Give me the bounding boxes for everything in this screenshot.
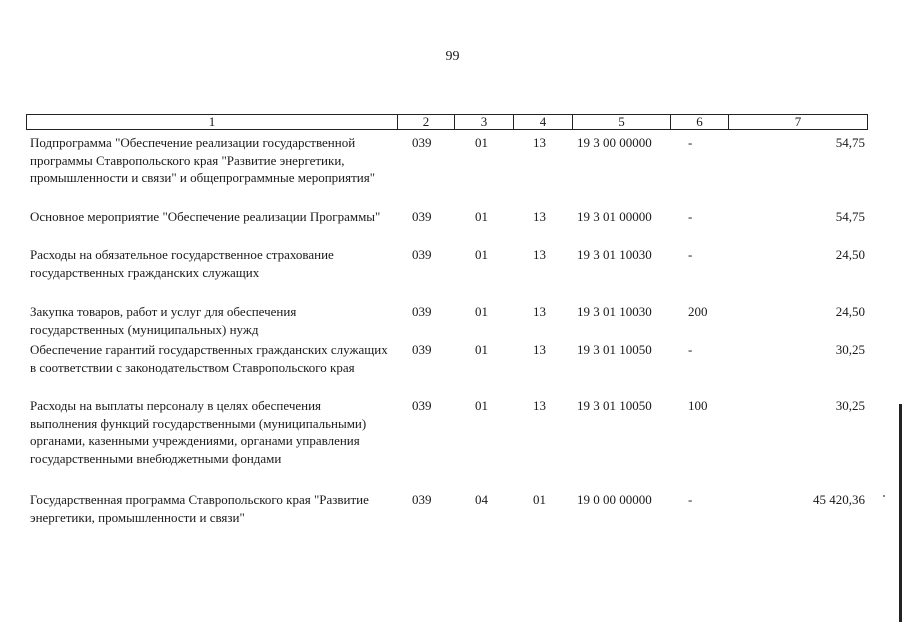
column-header-7: 7 — [794, 114, 802, 129]
row-col-5: 19 3 00 00000 — [577, 135, 652, 150]
row-amount: 45 420,36 — [813, 492, 865, 507]
row-col-6: - — [688, 342, 693, 357]
page-number: 99 — [445, 49, 460, 64]
row-description: Закупка товаров, работ и услуг для обеспечения государственных (муниципальных) нужд — [30, 304, 297, 337]
row-col-5: 19 3 01 00000 — [577, 209, 652, 224]
row-col-2: 039 — [412, 247, 432, 262]
row-col-6: 200 — [688, 304, 708, 319]
row-amount: 24,50 — [835, 304, 865, 319]
row-col-3: 01 — [475, 342, 488, 357]
row-col-2: 039 — [412, 135, 432, 150]
scan-edge-mark — [899, 404, 902, 622]
row-col-6: - — [688, 247, 693, 262]
row-amount: 54,75 — [835, 135, 865, 150]
row-col-4: 13 — [533, 209, 546, 224]
row-amount: 30,25 — [835, 342, 865, 357]
row-col-4: 13 — [533, 247, 546, 262]
row-col-3: 01 — [475, 135, 488, 150]
row-col-4: 13 — [533, 135, 546, 150]
row-col-3: 01 — [475, 304, 488, 319]
column-header-5: 5 — [573, 115, 671, 129]
row-description: Основное мероприятие "Обеспечение реализации Программы" — [30, 209, 381, 224]
row-col-5: 19 3 01 10030 — [577, 247, 652, 262]
row-description: Государственная программа Ставропольского края "Развитие энергетики, промышленности и связи" — [30, 492, 369, 525]
column-header-2: 2 — [398, 115, 455, 129]
row-description: Подпрограмма "Обеспечение реализации государственной программы Ставропольского края "Развитие энергетики, промышленности и связи" и общепрограммные мероприятия" — [30, 135, 376, 185]
row-col-2: 039 — [412, 209, 432, 224]
row-col-3: 01 — [475, 247, 488, 262]
row-col-5: 19 3 01 10030 — [577, 304, 652, 319]
row-col-2: 039 — [412, 342, 432, 357]
row-col-5: 19 3 01 10050 — [577, 342, 652, 357]
row-col-5: 19 3 01 10050 — [577, 398, 652, 413]
row-col-6: - — [688, 492, 693, 507]
row-col-6: - — [688, 209, 693, 224]
row-amount: 24,50 — [835, 247, 865, 262]
row-col-2: 039 — [412, 398, 432, 413]
row-amount: 54,75 — [835, 209, 865, 224]
row-col-3: 01 — [475, 209, 488, 224]
row-col-3: 04 — [475, 492, 488, 507]
row-description: Обеспечение гарантий государственных гражданских служащих в соответствии с законодательством Ставропольского края — [30, 342, 388, 375]
row-col-4: 13 — [533, 398, 546, 413]
row-col-5: 19 0 00 00000 — [577, 492, 652, 507]
row-col-6: - — [688, 135, 693, 150]
row-description: Расходы на выплаты персоналу в целях обеспечения выполнения функций государственными (муниципальными) органами, казенными учреждениями, органами управления государственными внебюджетными фондами — [30, 398, 367, 466]
column-header-3: 3 — [455, 115, 514, 129]
table-header — [26, 114, 868, 130]
row-col-4: 13 — [533, 304, 546, 319]
scan-speck — [883, 495, 885, 497]
row-description: Расходы на обязательное государственное страхование государственных гражданских служащих — [30, 247, 334, 280]
row-col-2: 039 — [412, 492, 432, 507]
row-amount: 30,25 — [835, 398, 865, 413]
row-col-6: 100 — [688, 398, 708, 413]
column-header-6: 6 — [671, 115, 729, 129]
row-col-3: 01 — [475, 398, 488, 413]
column-header-1: 1 — [27, 115, 398, 129]
row-col-2: 039 — [412, 304, 432, 319]
row-col-4: 01 — [533, 492, 546, 507]
row-col-4: 13 — [533, 342, 546, 357]
column-header-4: 4 — [514, 115, 573, 129]
